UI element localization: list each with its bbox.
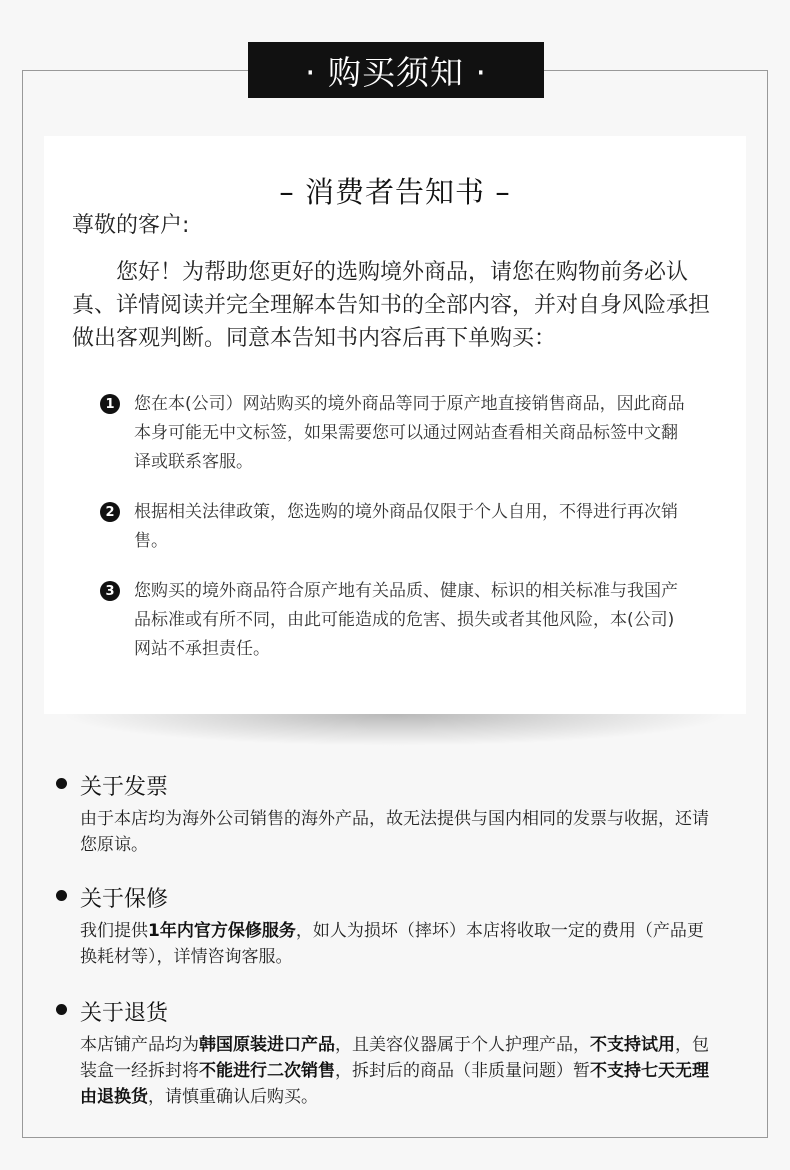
section-emphasis: 1年内官方保修服务 <box>148 921 296 941</box>
section-text: ，包装盒一经拆封将 <box>80 1035 709 1081</box>
page-title-banner <box>248 42 544 98</box>
section-text: ，拆封后的商品（非质量问题）暂 <box>335 1061 590 1081</box>
page-title: · 购买须知 · <box>305 52 487 92</box>
invoice-section <box>56 770 736 855</box>
section-title: 关于退货 <box>80 1001 169 1026</box>
warranty-section <box>56 882 736 967</box>
section-text: 我们提供 <box>80 921 148 941</box>
section-title: 关于发票 <box>80 775 169 800</box>
number-badge: 3 <box>100 581 120 601</box>
section-body <box>80 1032 716 1110</box>
card-shadow <box>60 714 730 746</box>
section-emphasis: 不支持试用 <box>590 1035 675 1055</box>
section-emphasis: 韩国原装进口产品 <box>199 1035 335 1055</box>
section-text: ，请慎重确认后购买。 <box>148 1087 318 1107</box>
number-badge: 1 <box>100 394 120 414</box>
bullet-icon <box>56 778 67 789</box>
section-title: 关于保修 <box>80 887 169 912</box>
number-badge: 2 <box>100 502 120 522</box>
notice-item-text: 您在本(公司）网站购买的境外商品等同于原产地直接销售商品，因此商品本身可能无中文标签，如果需要您可以通过网站查看相关商品标签中文翻译或联系客服。 <box>134 394 685 472</box>
section-text: ，且美容仪器属于个人护理产品， <box>335 1035 590 1055</box>
bullet-icon <box>56 1004 67 1015</box>
notice-intro: 您好！为帮助您更好的选购境外商品，请您在购物前务必认真、详情阅读并完全理解本告知书的全部内容，并对自身风险承担做出客观判断。同意本告知书内容后再下单购买： <box>72 260 711 351</box>
section-text: ，如人为损坏（摔坏）本店将收取一定的费用（产品更换耗材等），详情咨询客服。 <box>80 921 704 967</box>
section-body <box>80 806 716 858</box>
section-text: 本店铺产品均为 <box>80 1035 199 1055</box>
notice-salutation: 尊敬的客户: <box>72 213 190 238</box>
returns-section <box>56 996 736 1107</box>
notice-title: – 消费者告知书 – <box>279 175 511 209</box>
section-emphasis: 不能进行二次销售 <box>199 1061 335 1081</box>
notice-item-text: 您购买的境外商品符合原产地有关品质、健康、标识的相关标准与我国产品标准或有所不同，由此可能造成的危害、损失或者其他风险，本(公司)网站不承担责任。 <box>134 581 678 659</box>
bullet-icon <box>56 890 67 901</box>
notice-item-text: 根据相关法律政策，您选购的境外商品仅限于个人自用，不得进行再次销售。 <box>134 502 678 551</box>
section-body <box>80 918 716 970</box>
section-text: 由于本店均为海外公司销售的海外产品，故无法提供与国内相同的发票与收据，还请您原谅。 <box>80 809 709 855</box>
section-emphasis: 不支持七天无理由退换货 <box>80 1061 709 1107</box>
